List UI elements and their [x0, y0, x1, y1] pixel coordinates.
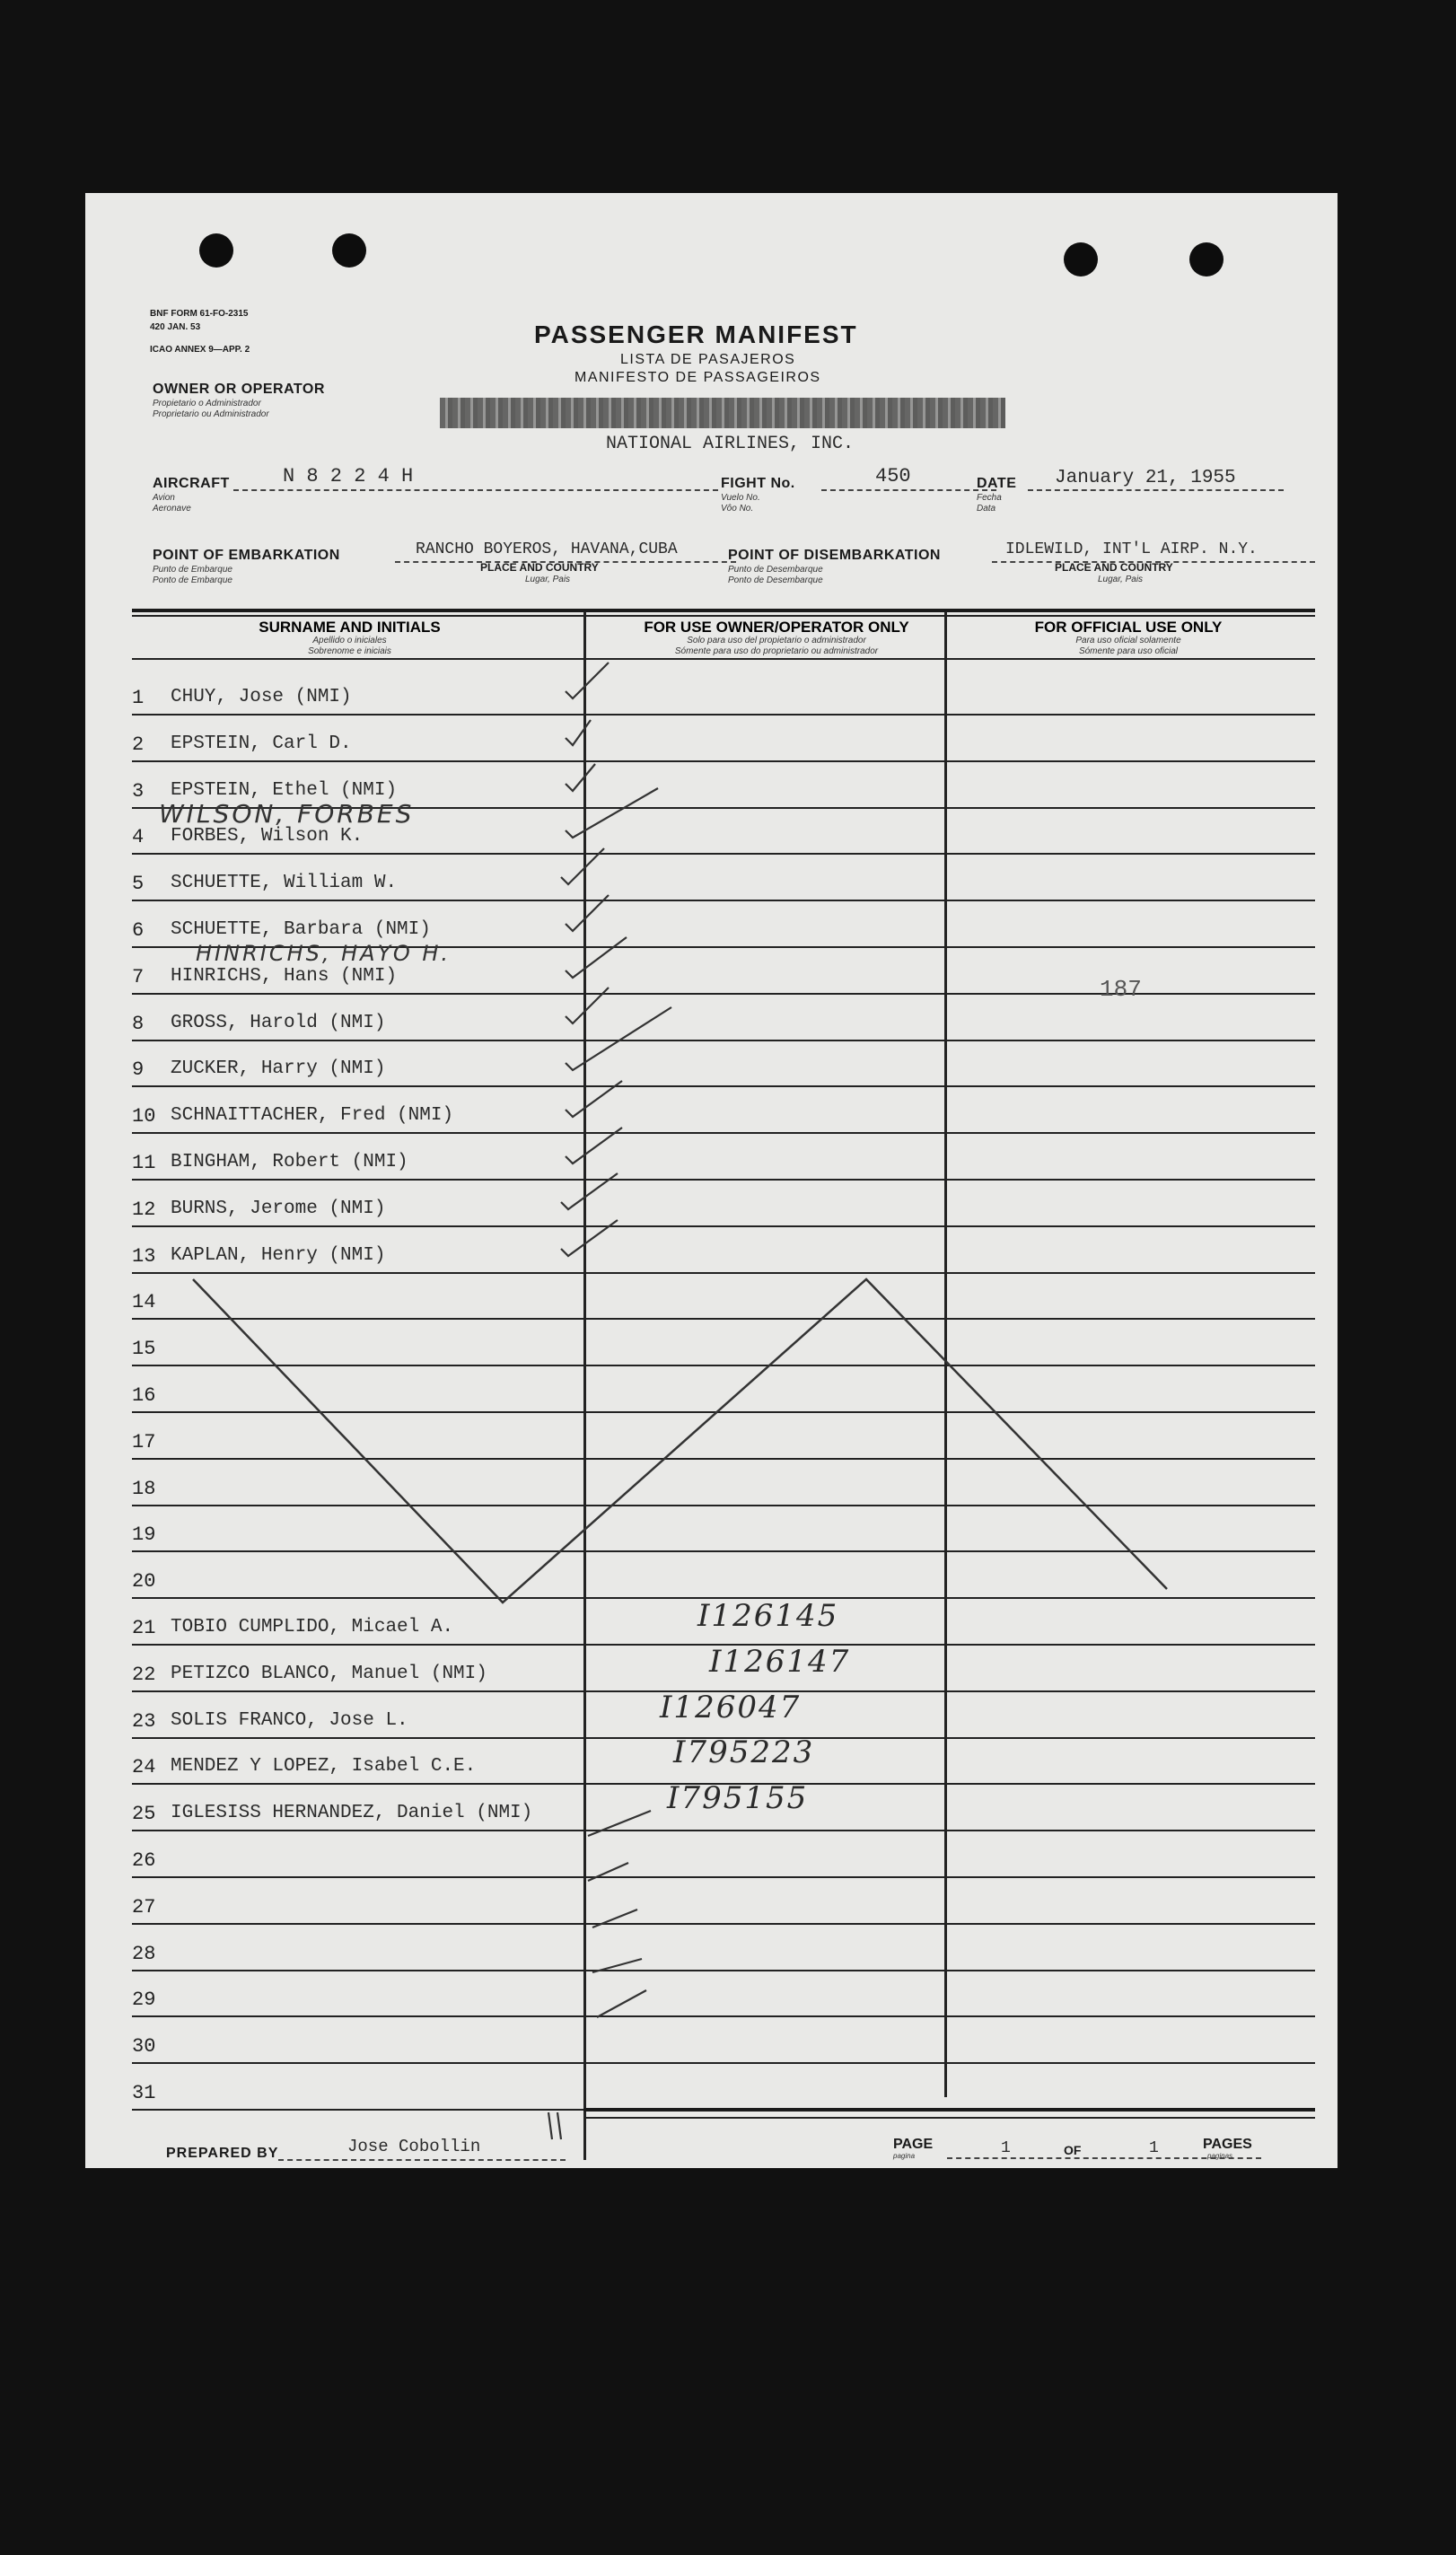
row-number: 7	[132, 965, 145, 988]
embarkation-label: POINT OF EMBARKATION	[153, 548, 340, 563]
passenger-name: EPSTEIN, Ethel (NMI)	[171, 779, 398, 801]
embarkation-label-pt: Ponto de Embarque	[153, 575, 232, 585]
row-number: 20	[132, 1570, 156, 1594]
row-number: 3	[132, 779, 145, 803]
void-zigzag-line	[193, 1279, 1167, 1602]
date-label-es: Fecha	[977, 493, 1002, 503]
passenger-name: FORBES, Wilson K.	[171, 826, 364, 847]
row-number: 4	[132, 826, 145, 849]
row-number: 8	[132, 1012, 145, 1035]
doc-number-row-22: I126147	[709, 1644, 851, 1680]
row-number: 19	[132, 1523, 156, 1547]
row-number: 12	[132, 1198, 156, 1221]
col-surname-header-pt: Sobrenome e iniciais	[308, 646, 391, 656]
pages-label-es: paginas	[1207, 2152, 1233, 2160]
row-number: 18	[132, 1477, 156, 1500]
embark-place-country: PLACE AND COUNTRY	[480, 561, 599, 574]
correction-row-7: HINRICHS, HAYO H.	[196, 941, 452, 966]
check-mark-1	[566, 663, 609, 698]
form-subtitle-pt: MANIFESTO DE PASSAGEIROS	[575, 370, 821, 385]
prepared-by-value: Jose Cobollin	[347, 2137, 481, 2156]
col-owner-use-header-es: Solo para uso del propietario o administrador	[687, 636, 866, 645]
col-official-use-header: FOR OFFICIAL USE ONLY	[1034, 619, 1223, 636]
bottom-rule-2	[583, 2117, 1315, 2119]
row-number: 27	[132, 1895, 156, 1918]
row-number: 13	[132, 1244, 156, 1268]
doc-number-row-23: I126047	[660, 1690, 802, 1725]
check-mark-7	[566, 937, 627, 978]
disembarkation-label-pt: Ponto de Desembarque	[728, 575, 823, 585]
passenger-name: CHUY, Jose (NMI)	[171, 687, 352, 707]
doc-number-row-21: I126145	[697, 1598, 839, 1634]
dash-mark-25	[597, 1990, 646, 2017]
bottom-rule	[583, 2108, 1315, 2112]
embarkation-label-es: Punto de Embarque	[153, 565, 232, 575]
passenger-name: GROSS, Harold (NMI)	[171, 1012, 386, 1033]
col-surname-header-es: Apellido o iniciales	[312, 636, 387, 645]
passenger-name: SCHUETTE, Barbara (NMI)	[171, 919, 431, 940]
passenger-name: MENDEZ Y LOPEZ, Isabel C.E.	[171, 1756, 477, 1778]
pages-label: PAGES	[1203, 2137, 1252, 2152]
row-number: 26	[132, 1849, 156, 1872]
dash-mark-23	[592, 1910, 637, 1927]
row-number: 29	[132, 1989, 156, 2012]
row-number: 11	[132, 1152, 156, 1174]
page-label: PAGE	[893, 2137, 934, 2152]
row-number: 16	[132, 1384, 156, 1407]
passenger-name: ZUCKER, Harry (NMI)	[171, 1058, 386, 1080]
check-mark-6	[566, 895, 609, 931]
row-number: 22	[132, 1663, 156, 1686]
passenger-name: HINRICHS, Hans (NMI)	[171, 965, 398, 987]
form-id-line-2: 420 JAN. 53	[150, 322, 201, 332]
row-number: 23	[132, 1709, 156, 1733]
disembark-place-country-es: Lugar, Pais	[1098, 575, 1144, 584]
operator-name: NATIONAL AIRLINES, INC.	[606, 434, 855, 454]
check-mark-10	[566, 1081, 622, 1117]
row-number: 1	[132, 687, 145, 709]
passenger-name: BINGHAM, Robert (NMI)	[171, 1152, 408, 1172]
aircraft-label-es: Avion	[153, 493, 175, 503]
official-annotation: 187	[1100, 976, 1142, 1003]
row-number: 28	[132, 1942, 156, 1965]
embark-place-country-es: Lugar, Pais	[525, 575, 571, 584]
page-value: 1	[1001, 2139, 1011, 2157]
row-number: 21	[132, 1617, 156, 1639]
row-number: 10	[132, 1105, 156, 1128]
row-number: 15	[132, 1338, 156, 1361]
correction-row-4: WILSON, FORBES	[159, 799, 415, 829]
col-surname-header: SURNAME AND INITIALS	[259, 619, 441, 636]
check-mark-13	[561, 1220, 618, 1256]
passenger-name: SCHNAITTACHER, Fred (NMI)	[171, 1105, 454, 1127]
date-value: January 21, 1955	[1055, 468, 1236, 488]
check-mark-9	[566, 1007, 671, 1070]
col-official-use-header-es: Para uso oficial solamente	[1075, 636, 1181, 645]
prepared-by-label: PREPARED BY	[166, 2146, 279, 2161]
form-id-line-1: BNF FORM 61-FO-2315	[150, 309, 249, 319]
row-number: 30	[132, 2035, 156, 2059]
flight-value: 450	[875, 465, 911, 487]
check-mark-4	[566, 788, 658, 838]
col-owner-use-header-pt: Sómente para uso do proprietario ou administrador	[674, 646, 879, 656]
flight-label: FIGHT No.	[721, 476, 795, 491]
row-number: 31	[132, 2082, 156, 2104]
doc-number-row-25: I795155	[667, 1780, 809, 1816]
col-official-use-header-pt: Sómente para uso oficial	[1078, 646, 1179, 656]
passenger-name: SOLIS FRANCO, Jose L.	[171, 1709, 408, 1731]
row-number: 14	[132, 1291, 156, 1314]
doc-number-row-24: I795223	[673, 1734, 815, 1770]
flight-label-es: Vuelo No.	[721, 493, 760, 503]
row-number: 5	[132, 873, 145, 896]
passenger-name: BURNS, Jerome (NMI)	[171, 1198, 386, 1219]
passenger-name: EPSTEIN, Carl D.	[171, 733, 352, 754]
disembarkation-value: IDLEWILD, INT'L AIRP. N.Y.	[1005, 540, 1258, 558]
embarkation-value: RANCHO BOYEROS, HAVANA,CUBA	[416, 540, 678, 558]
disembarkation-label: POINT OF DISEMBARKATION	[728, 548, 941, 563]
aircraft-label-pt: Aeronave	[153, 504, 191, 514]
disembark-place-country: PLACE AND COUNTRY	[1055, 561, 1173, 574]
form-title: PASSENGER MANIFEST	[534, 320, 858, 348]
passenger-name: SCHUETTE, William W.	[171, 873, 398, 894]
manifest-sheet	[85, 193, 1338, 2168]
passenger-name: PETIZCO BLANCO, Manuel (NMI)	[171, 1663, 487, 1684]
row-number: 6	[132, 919, 145, 942]
aircraft-label: AIRCRAFT	[153, 476, 230, 491]
date-label: DATE	[977, 476, 1017, 491]
form-subtitle-es: LISTA DE PASAJEROS	[620, 352, 796, 367]
dash-mark-22	[588, 1863, 628, 1881]
passenger-name: KAPLAN, Henry (NMI)	[171, 1244, 386, 1266]
dash-mark-21	[588, 1811, 651, 1836]
prepared-by-line	[278, 2159, 566, 2161]
flight-label-pt: Vôo No.	[721, 504, 754, 514]
check-mark-5	[561, 848, 604, 884]
check-mark-12	[561, 1173, 618, 1209]
signature-mark	[548, 2112, 561, 2139]
row-number: 2	[132, 733, 145, 756]
disembarkation-label-es: Punto de Desembarque	[728, 565, 823, 575]
dash-mark-24	[592, 1959, 642, 1972]
of-label: OF	[1064, 2143, 1082, 2157]
pages-value: 1	[1149, 2139, 1159, 2157]
handwriting-overlay	[85, 193, 1338, 2168]
row-number: 17	[132, 1430, 156, 1453]
row-number: 25	[132, 1803, 156, 1826]
page-label-es: pagina	[893, 2152, 916, 2160]
form-id-line-3: ICAO ANNEX 9—APP. 2	[150, 345, 250, 355]
owner-label-es: Propietario o Administrador	[153, 399, 261, 408]
passenger-name: TOBIO CUMPLIDO, Micael A.	[171, 1617, 454, 1637]
check-mark-3	[566, 764, 595, 791]
passenger-name: IGLESISS HERNANDEZ, Daniel (NMI)	[171, 1803, 533, 1824]
owner-label: OWNER OR OPERATOR	[153, 382, 325, 397]
date-label-pt: Data	[977, 504, 996, 514]
check-mark-11	[566, 1128, 622, 1163]
aircraft-value: N 8 2 2 4 H	[283, 465, 414, 487]
check-mark-2	[566, 720, 591, 745]
row-number: 24	[132, 1756, 156, 1779]
row-number: 9	[132, 1058, 145, 1082]
col-owner-use-header: FOR USE OWNER/OPERATOR ONLY	[644, 619, 909, 636]
check-mark-8	[566, 988, 609, 1023]
owner-label-pt: Proprietario ou Administrador	[153, 409, 269, 419]
